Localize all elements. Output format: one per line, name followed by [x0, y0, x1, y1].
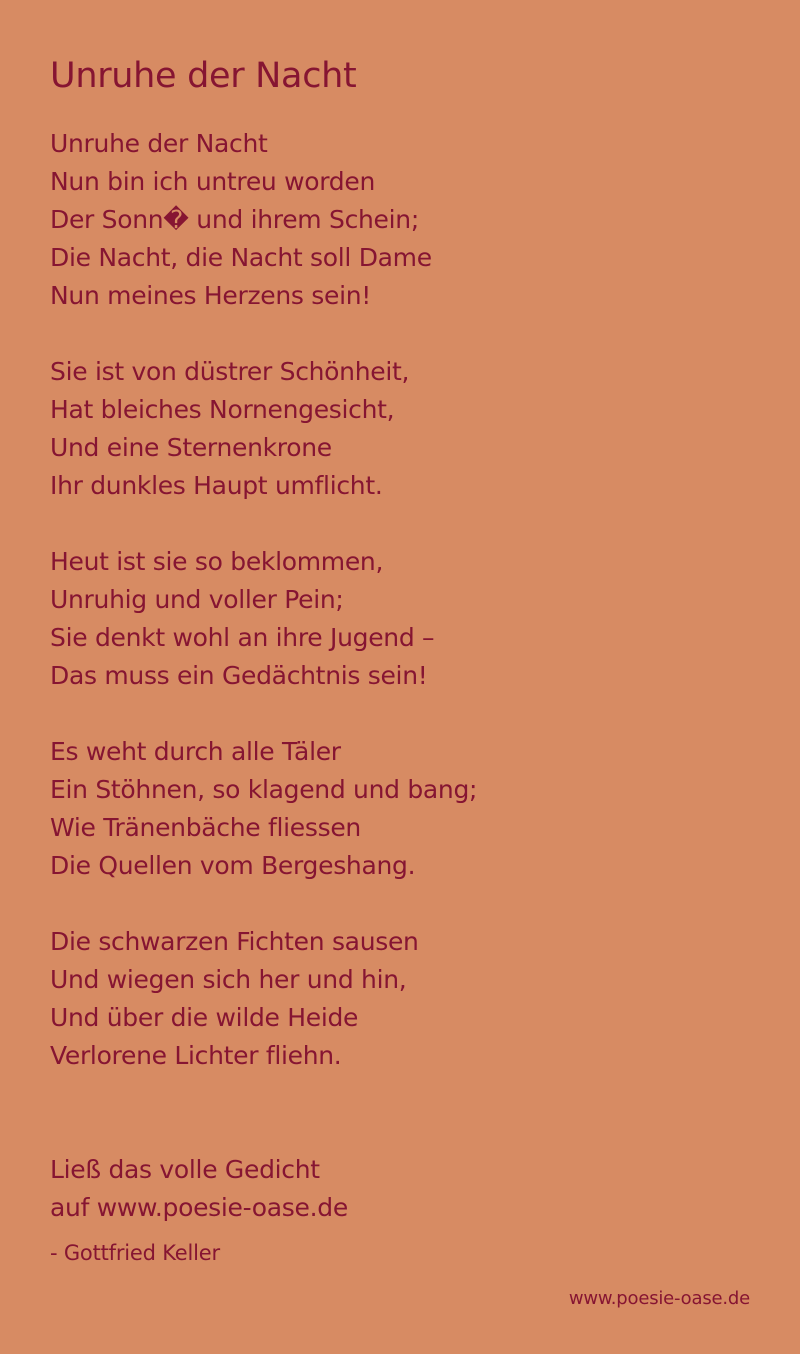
poem-line: Sie denkt wohl an ihre Jugend –	[50, 623, 435, 652]
poem-line: Und eine Sternenkrone	[50, 433, 332, 462]
site-watermark: www.poesie-oase.de	[568, 1288, 750, 1309]
poem-title: Unruhe der Nacht	[50, 56, 357, 96]
poem-line: Und über die wilde Heide	[50, 1003, 359, 1032]
poem-line: Nun bin ich untreu worden	[50, 167, 375, 196]
poem-line: Verlorene Lichter fliehn.	[50, 1041, 342, 1070]
author-credit: - Gottfried Keller	[50, 1241, 220, 1265]
stanza-break	[50, 885, 770, 923]
stanza-break	[50, 505, 770, 543]
poem-line: Nun meines Herzens sein!	[50, 281, 372, 310]
poem-body	[50, 125, 770, 1075]
poem-line: Die Nacht, die Nacht soll Dame	[50, 243, 432, 272]
poem-line: Unruhig und voller Pein;	[50, 585, 344, 614]
poem-line: Wie Tränenbäche fliessen	[50, 813, 361, 842]
poem-line: Ein Stöhnen, so klagend und bang;	[50, 775, 478, 804]
poem-line: Heut ist sie so beklommen,	[50, 547, 384, 576]
stanza-break	[50, 315, 770, 353]
poem-line: Die schwarzen Fichten sausen	[50, 927, 419, 956]
poem-line: Der Sonn� und ihrem Schein;	[50, 205, 419, 234]
poem-line: Die Quellen vom Bergeshang.	[50, 851, 416, 880]
poem-line: Hat bleiches Nornengesicht,	[50, 395, 395, 424]
read-more-note	[50, 1151, 770, 1227]
stanza-break	[50, 695, 770, 733]
poem-line: Sie ist von düstrer Schönheit,	[50, 357, 410, 386]
read-more-line-2: auf www.poesie-oase.de	[50, 1193, 348, 1222]
poem-line: Es weht durch alle Täler	[50, 737, 341, 766]
poem-line: Und wiegen sich her und hin,	[50, 965, 407, 994]
poem-line: Das muss ein Gedächtnis sein!	[50, 661, 428, 690]
poem-line: Unruhe der Nacht	[50, 129, 268, 158]
poem-line: Ihr dunkles Haupt umflicht.	[50, 471, 383, 500]
read-more-line-1: Ließ das volle Gedicht	[50, 1155, 320, 1184]
